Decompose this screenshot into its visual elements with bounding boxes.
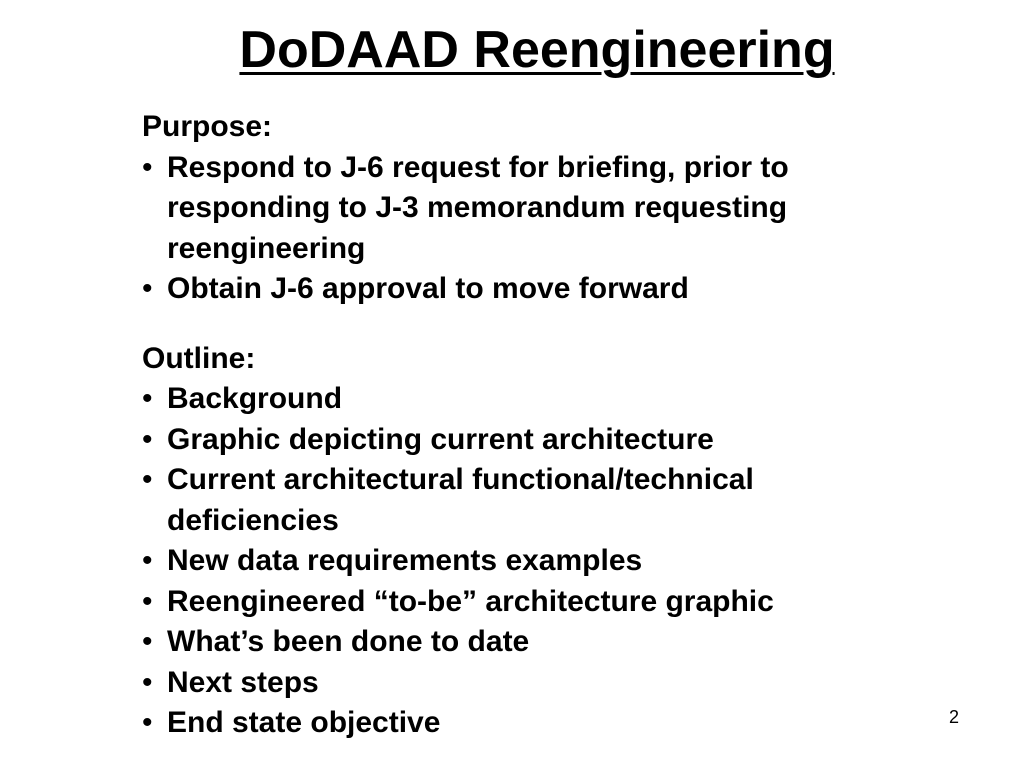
outline-item	[142, 663, 902, 704]
outline-item-text: What’s been done to date	[167, 625, 530, 658]
bullet-icon: •	[142, 544, 153, 577]
outline-item	[142, 379, 902, 420]
purpose-item	[142, 269, 902, 310]
outline-item-text: Next steps	[167, 665, 319, 699]
slide-title: DoDAAD Reengineering	[239, 21, 835, 79]
outline-item	[142, 420, 902, 461]
bullet-icon: •	[142, 665, 153, 699]
bullet-icon: •	[142, 422, 153, 456]
outline-item	[142, 460, 902, 541]
section-spacer	[142, 310, 902, 339]
outline-item	[142, 541, 902, 582]
bullet-icon: •	[142, 382, 153, 415]
outline-item-text: New data requirements examples	[167, 544, 643, 577]
purpose-item-text: Obtain J-6 approval to move forward	[167, 272, 689, 305]
slide-body	[142, 107, 902, 744]
bullet-icon: •	[142, 625, 153, 658]
outline-item-text: Background	[167, 382, 343, 415]
outline-item	[142, 703, 902, 744]
outline-item-text: Graphic depicting current architecture	[167, 422, 714, 456]
bullet-icon: •	[142, 463, 153, 496]
outline-item	[142, 622, 902, 663]
bullet-icon: •	[142, 150, 153, 184]
outline-list	[142, 379, 902, 744]
purpose-list	[142, 148, 902, 310]
purpose-item-text: Respond to J-6 request for briefing, prior to responding to J-3 memorandum requesting reengineering	[167, 150, 789, 265]
bullet-icon: •	[142, 584, 153, 618]
outline-item-text: Reengineered “to-be” architecture graphic	[167, 584, 774, 618]
outline-item	[142, 582, 902, 623]
outline-label: Outline:	[142, 341, 256, 375]
purpose-item	[142, 148, 902, 270]
bullet-icon: •	[142, 706, 153, 739]
outline-item-text: Current architectural functional/technical deficiencies	[167, 463, 754, 537]
purpose-label: Purpose:	[142, 110, 273, 143]
outline-item-text: End state objective	[167, 706, 441, 739]
bullet-icon: •	[142, 272, 153, 305]
page-number: 2	[949, 707, 960, 727]
